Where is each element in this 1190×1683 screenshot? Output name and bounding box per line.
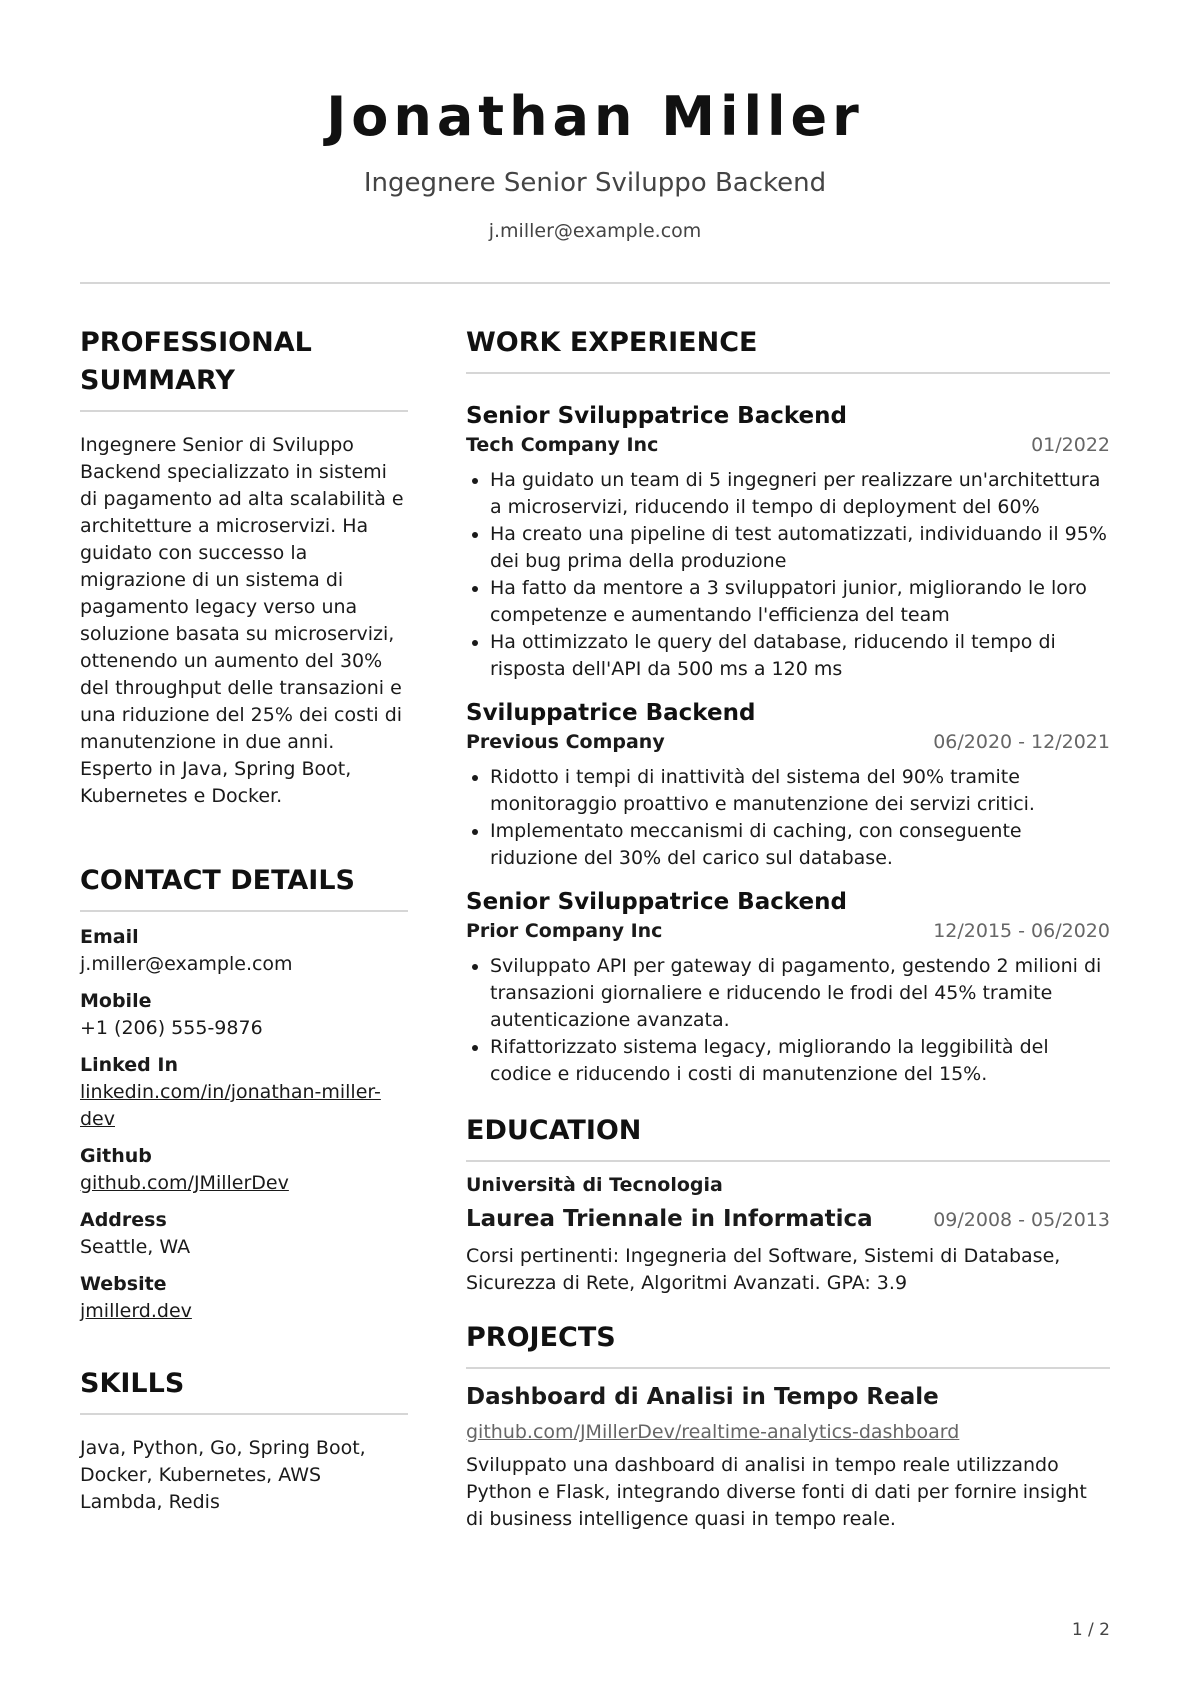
- skills-section: [80, 1365, 408, 1516]
- contact-mobile: [80, 988, 408, 1042]
- job-entry: [466, 400, 1110, 683]
- edu-degree: Laurea Triennale in Informatica: [466, 1206, 873, 1232]
- job-bullet: • Ha guidato un team di 5 ingegneri per realizzare un'architettura a microservizi, riducendo il tempo di deployment del 60%: [490, 467, 1110, 521]
- website-link[interactable]: jmillerd.dev: [80, 1300, 192, 1322]
- projects-section: [466, 1319, 1110, 1533]
- project-description: Sviluppato una dashboard di analisi in tempo reale utilizzando Python e Flask, integrando diverse fonti di dati per fornire insight di business intelligence quasi in tempo reale.: [466, 1454, 1087, 1530]
- job-bullet: • Ridotto i tempi di inattività del sistema del 90% tramite monitoraggio proattivo e manutenzione dei servizi critici.: [490, 764, 1110, 818]
- job-bullet: • Rifattorizzato sistema legacy, migliorando la leggibilità del codice e riducendo i costi di manutenzione del 15%.: [490, 1034, 1110, 1088]
- section-divider: [80, 910, 408, 912]
- contact-label: Github: [80, 1145, 152, 1167]
- contact-label: Linked In: [80, 1054, 178, 1076]
- section-divider: [80, 410, 408, 412]
- job-date: 06/2020 - 12/2021: [933, 731, 1110, 753]
- job-company: Previous Company: [466, 731, 665, 753]
- summary-section: [80, 324, 408, 810]
- job-date: 12/2015 - 06/2020: [933, 920, 1110, 942]
- contact-value: +1 (206) 555-9876: [80, 1017, 263, 1039]
- job-date: 01/2022: [1031, 434, 1110, 456]
- summary-heading: PROFESSIONAL SUMMARY: [80, 327, 312, 396]
- contact-heading: CONTACT DETAILS: [80, 865, 355, 896]
- job-bullets: [466, 953, 1110, 1088]
- right-column: [466, 324, 1110, 1533]
- section-divider: [466, 372, 1110, 374]
- job-bullet: • Ha ottimizzato le query del database, riducendo il tempo di risposta dell'API da 500 ms a 120 ms: [490, 629, 1110, 683]
- job-bullet: • Ha fatto da mentore a 3 sviluppatori junior, migliorando le loro competenze e aumentando l'efficienza del team: [490, 575, 1110, 629]
- contact-value: j.miller@example.com: [80, 953, 293, 975]
- job-entry: [466, 697, 1110, 872]
- header-divider: [80, 282, 1110, 284]
- contact-label: Email: [80, 926, 139, 948]
- linkedin-link[interactable]: linkedin.com/in/jonathan-miller-dev: [80, 1081, 381, 1130]
- project-link[interactable]: github.com/JMillerDev/realtime-analytics-dashboard: [466, 1421, 960, 1443]
- job-bullets: [466, 764, 1110, 872]
- experience-section: [466, 324, 1110, 1088]
- job-company: Prior Company Inc: [466, 920, 663, 942]
- job-bullet: • Ha creato una pipeline di test automatizzati, individuando il 95% dei bug prima della produzione: [490, 521, 1110, 575]
- contact-label: Address: [80, 1209, 167, 1231]
- skills-heading: SKILLS: [80, 1368, 185, 1399]
- contact-section: [80, 862, 408, 1325]
- project-name: Dashboard di Analisi in Tempo Reale: [466, 1384, 939, 1410]
- contact-value: Seattle, WA: [80, 1236, 191, 1258]
- summary-text: Ingegnere Senior di Sviluppo Backend specializzato in sistemi di pagamento ad alta scalabilità e architetture a microservizi. Ha guidato con successo la migrazione di un sistema di pagamento legacy verso una soluzione basata su microservizi, ottenendo un aumento del 30% del throughput delle transazioni e una riduzione del 25% dei costi di manutenzione in due anni. Esperto in Java, Spring Boot, Kubernetes e Docker.: [80, 434, 404, 807]
- edu-description: Corsi pertinenti: Ingegneria del Software, Sistemi di Database, Sicurezza di Rete, Algoritmi Avanzati. GPA: 3.9: [466, 1245, 1061, 1294]
- github-link[interactable]: github.com/JMillerDev: [80, 1172, 289, 1194]
- contact-label: Website: [80, 1273, 167, 1295]
- contact-linkedin: [80, 1052, 408, 1133]
- left-column: [80, 324, 408, 1516]
- project-entry: [466, 1381, 1110, 1533]
- contact-website: [80, 1271, 408, 1325]
- contact-github: [80, 1143, 408, 1197]
- experience-heading: WORK EXPERIENCE: [466, 327, 758, 358]
- section-divider: [466, 1367, 1110, 1369]
- projects-heading: PROJECTS: [466, 1322, 616, 1353]
- job-title: Sviluppatrice Backend: [466, 700, 756, 726]
- contact-email: [80, 924, 408, 978]
- education-section: [466, 1112, 1110, 1297]
- education-heading: EDUCATION: [466, 1115, 642, 1146]
- section-divider: [466, 1160, 1110, 1162]
- header-email: j.miller@example.com: [488, 220, 702, 242]
- resume-header: [80, 82, 1110, 244]
- contact-address: [80, 1207, 408, 1261]
- job-title: Senior Sviluppatrice Backend: [466, 403, 847, 429]
- job-title: Senior Sviluppatrice Backend: [466, 889, 847, 915]
- candidate-name: Jonathan Miller: [326, 85, 864, 148]
- job-bullet: • Implementato meccanismi di caching, con conseguente riduzione del 30% del carico sul database.: [490, 818, 1110, 872]
- candidate-title: Ingegnere Senior Sviluppo Backend: [363, 168, 827, 198]
- edu-date: 09/2008 - 05/2013: [933, 1209, 1110, 1231]
- section-divider: [80, 1413, 408, 1415]
- skills-text: Java, Python, Go, Spring Boot, Docker, Kubernetes, AWS Lambda, Redis: [80, 1437, 366, 1513]
- job-company: Tech Company Inc: [466, 434, 659, 456]
- page-number: 1 / 2: [1071, 1620, 1110, 1640]
- job-entry: [466, 886, 1110, 1088]
- contact-label: Mobile: [80, 990, 152, 1012]
- edu-school: Università di Tecnologia: [466, 1174, 723, 1196]
- job-bullets: [466, 467, 1110, 683]
- job-bullet: • Sviluppato API per gateway di pagamento, gestendo 2 milioni di transazioni giornaliere e riducendo le frodi del 45% tramite autenticazione avanzata.: [490, 953, 1110, 1034]
